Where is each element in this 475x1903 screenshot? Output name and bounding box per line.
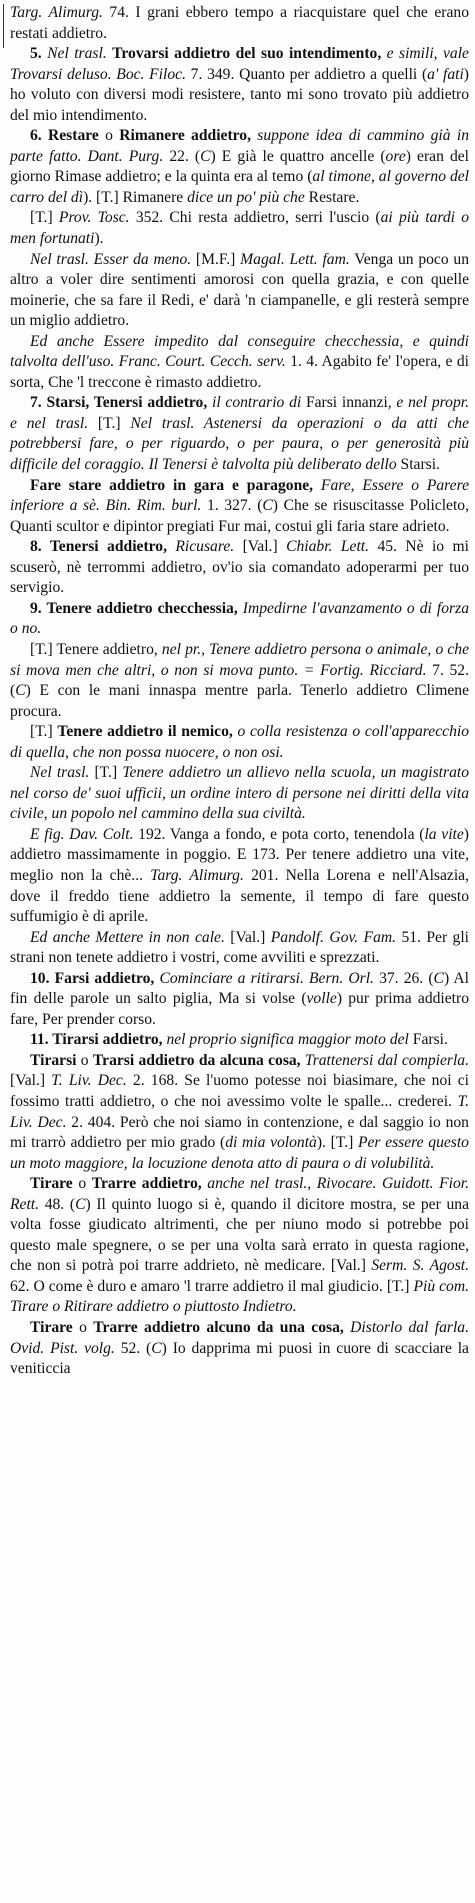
italic-text: il contrario di xyxy=(207,394,302,412)
bold-headword: 10. Farsi addietro, xyxy=(30,969,155,987)
bold-headword: Tirarsi xyxy=(30,1051,77,1069)
italic-text: C xyxy=(262,497,273,515)
italic-text: suppone idea di cammino già in parte fatto. Dant. Purg. xyxy=(10,127,469,165)
text-run: [T.] xyxy=(88,414,131,432)
text-run: Starsi. xyxy=(396,456,440,474)
italic-text: Fare, Essere o Parere inferiore a sè. Bin. Rim. burl. xyxy=(10,476,469,515)
text-run: ). [T.] xyxy=(316,1134,358,1152)
entry-tenere-persona xyxy=(10,640,469,722)
entry-sense-11 xyxy=(10,1030,469,1051)
italic-text: Tenere addietro un allievo nella scuola, un magistrato nel corso de' suoi ufficii, un ordine intero di persone nei diritti della vita civile, un popolo nel cammino della sua civiltà. xyxy=(10,764,469,823)
italic-text: Pandolf. Gov. Fam. xyxy=(270,928,397,946)
italic-text: E fig. Dav. Colt. xyxy=(30,825,134,843)
entry-sense-9 xyxy=(10,599,469,640)
text-run: 62. O come è duro e amaro 'l trarre addietro il mal giudicio. [T.] xyxy=(10,1277,414,1295)
bold-headword: Trarre addietro alcuno da una cosa, xyxy=(93,1319,344,1336)
italic-text: Serm. S. Agost. xyxy=(371,1257,469,1275)
bold-headword: Trovarsi addietro del suo intendimento, xyxy=(112,45,382,63)
italic-text: Nel trasl. Astenersi da operazioni o da atti che potrebbersi fare, o per riguardo, o per paura, o per generosità più difficile del coraggio. Il Tenersi è talvolta più deliberato dello xyxy=(10,414,469,474)
text-run: 22. ( xyxy=(163,147,201,165)
text-run: 48. ( xyxy=(39,1195,76,1213)
text-run: 52. ( xyxy=(114,1339,152,1357)
entry-sense-5 xyxy=(10,44,469,126)
entry-esser-da-meno xyxy=(10,250,469,332)
text-run: 201. Nella Lorena e nell'Alsazia, dove il freddo tiene addietro la semente, il tempo di fare questo suffumigio è di aprile. xyxy=(10,866,469,926)
entry-sense-7 xyxy=(10,393,469,475)
bold-headword: Trarsi addietro da alcuna cosa, xyxy=(92,1051,301,1069)
text-run: 192. Vanga a fondo, e pota corto, tenendola ( xyxy=(133,825,425,843)
text-run: 51. Per gli strani non tenete addietro i vostri, come avviliti e sprezzati. xyxy=(10,928,469,967)
italic-text: anche nel trasl., Rivocare. Guidott. Fior. Rett. xyxy=(10,1175,470,1213)
italic-text: Magal. Lett. fam. xyxy=(240,250,350,268)
entry-sense-6 xyxy=(10,126,469,208)
italic-text: Ed anche Essere impedito dal conseguire checchessia, e quindi talvolta dell'uso. Franc. Court. Cecch. serv. xyxy=(10,332,469,371)
italic-text: Impedirne l'avanzamento o di forza o no. xyxy=(10,599,469,638)
text-run: o xyxy=(72,1175,92,1193)
text-run: ) addietro massimamente in poggio. E 173. Per tenere addietro una vite, meglio non la chè... xyxy=(10,825,469,884)
italic-text: e simili, vale Trovarsi deluso. Boc. Filoc. xyxy=(10,45,469,83)
italic-text: Nel trasl. Esser da meno. xyxy=(30,250,192,268)
bold-headword: 5. xyxy=(30,45,42,63)
text-run: 2. 168. Se l'uomo potesse noi biasimare, che noi ci fossimo tratti addietro, o che noi avessimo volte le spalle... crederei. xyxy=(10,1072,470,1110)
italic-text: Per essere questo un moto maggiore, la locuzione denota atto di paura o di volubilità. xyxy=(10,1134,469,1172)
text-run: 352. Chi resta addietro, serri l'uscio ( xyxy=(129,209,381,227)
text-run: o xyxy=(98,127,120,145)
entry-tenere-nemico xyxy=(10,722,469,763)
bold-headword: 6. Restare xyxy=(30,127,99,145)
text-run: ). xyxy=(94,230,104,248)
text-run: 7. 52. ( xyxy=(10,661,469,700)
italic-text: C xyxy=(433,969,444,987)
entry-sense-8 xyxy=(10,537,469,599)
italic-text: C xyxy=(200,147,211,165)
entry-targ-cont xyxy=(10,3,469,44)
entry-sense-10 xyxy=(10,969,469,1031)
italic-text: al timone, al governo del carro del dì xyxy=(10,168,470,206)
entry-tirare-distorlo xyxy=(10,1318,469,1380)
italic-text: Chiabr. Lett. xyxy=(286,538,370,556)
text-run: 2. 404. Però che noi siamo in contenzione, e dal saggio io non mi trarrò addietro per mio grado ( xyxy=(10,1113,469,1152)
italic-text: , e nel propr. e nel trasl. xyxy=(10,394,469,432)
italic-text: Targ. Alimurg. xyxy=(150,866,244,884)
bold-headword: Tirare xyxy=(30,1319,73,1336)
italic-text: Targ. Alimurg. xyxy=(10,4,103,21)
text-run: 1. 4. Agabito fe' l'opera, e di sorta, Che 'l treccone è rimasto addietro. xyxy=(10,353,469,391)
text-run: ) pur prima addietro fare, Per prender corso. xyxy=(10,990,469,1028)
text-run: [T.] xyxy=(30,723,58,741)
text-run: ) Al fin delle parole un salto piglia, Ma si volse ( xyxy=(10,969,470,1008)
bold-headword: Fare stare addietro in gara e paragone, xyxy=(30,476,314,494)
italic-text: C xyxy=(15,682,26,700)
italic-text: ai più tardi o men fortunati xyxy=(10,209,470,248)
italic-text: dice un po' più che xyxy=(187,188,305,206)
text-run: Restare. xyxy=(304,188,360,206)
text-run: [T.] Tenere addietro, xyxy=(30,640,162,658)
text-run: o xyxy=(72,1319,94,1336)
entry-tenere-allievo xyxy=(10,763,469,825)
italic-text: Prov. Tosc. xyxy=(58,209,130,227)
text-run: 1. 327. ( xyxy=(201,497,263,515)
italic-text: Più com. Tirare o Ritirare addietro o piuttosto Indietro. xyxy=(10,1277,469,1316)
text-run: [Val.] xyxy=(10,1072,52,1090)
text-run: 7. 349. Quanto per addietro a quelli ( xyxy=(185,65,428,83)
italic-text: C xyxy=(151,1339,162,1357)
text-run: [Val.] xyxy=(224,928,271,946)
bold-headword: 9. Tenere addietro checchessia, xyxy=(30,599,238,617)
italic-text: nel proprio significa maggior moto del xyxy=(162,1031,409,1049)
italic-text: a' fati xyxy=(427,65,464,83)
text-run: ) Il quinto luogo si è, quando il dicitore mostra, se per una volta fosse giudicato altrimenti, che per niuno modo si potrebbe poi questo male spegnere, o se per una volta sarà errato in questa ragione, che non si potrà poi trarre addrieto, nè medicare. [Val.] xyxy=(10,1195,469,1275)
text-run: [T.] xyxy=(89,764,123,782)
italic-text: Ed anche Mettere in non cale. xyxy=(30,928,225,946)
bold-headword: 11. Tirarsi addietro, xyxy=(30,1031,163,1049)
text-run: ). [T.] Rimanere xyxy=(83,188,188,206)
text-run: [Val.] xyxy=(234,538,287,556)
text-run: [T.] xyxy=(30,209,59,227)
text-run: Farsi. xyxy=(408,1031,448,1049)
entry-essere-impedito xyxy=(10,332,469,394)
text-run: 74. I grani ebbero tempo a riacquistare quel che erano restati addietro. xyxy=(10,4,469,42)
text-run: ) Io dapprima mi puosi in cuore di scacciare la veniticcia xyxy=(10,1339,469,1378)
text-run: 37. 26. ( xyxy=(373,969,434,987)
text-run: ) E già le quattro ancelle ( xyxy=(210,147,386,165)
italic-text: Distorlo dal farla. Ovid. Pist. volg. xyxy=(10,1319,470,1357)
text-run: ) eran del giorno Rimase addietro; e la quinta era al temo ( xyxy=(10,147,470,186)
entry-tirare-trarre xyxy=(10,1174,469,1318)
italic-text: o colla resistenza o coll'apparecchio di quella, che non possa nuocere, o non osi. xyxy=(10,723,469,761)
bold-headword: 8. Tenersi addietro, xyxy=(30,538,167,556)
text-run: Venga un poco un altro a voler dire sentimenti amorosi con quella grazia, e con quelle moinerie, che sa fare il Redi, e' darà 'n ciampanelle, e gli resterà sempre un miglio addietro. xyxy=(10,250,469,330)
italic-text: Nel trasl. xyxy=(30,764,90,782)
italic-text: Ricusare. xyxy=(166,538,235,556)
bold-headword: Tenere addietro il nemico, xyxy=(57,723,233,741)
text-run: Farsi innanzi xyxy=(301,394,388,412)
bold-headword: Rimanere addietro, xyxy=(119,127,251,145)
bold-headword: Trarre addietro, xyxy=(91,1175,202,1193)
bold-headword: 7. Starsi, Tenersi addietro, xyxy=(30,394,208,412)
italic-text: Cominciare a ritirarsi. Bern. Orl. xyxy=(154,969,374,987)
text-run: 45. Nè io mi scuserò, nè terrommi addietro, ov'io sia comandato adoperarmi per tuo servigio. xyxy=(10,538,469,597)
italic-text: C xyxy=(75,1195,86,1213)
text-run: ) E con le mani innaspa mentre parla. Tenerlo addietro Climene procura. xyxy=(10,682,469,720)
italic-text: nel pr., Tenere addietro persona o animale, o che si mova men che altri, o non si mova punto. = Fortig. Ricciard. xyxy=(10,640,469,679)
text-run: ) ho voluto con diversi modi resistere, tanto mi sono trovato più addietro del mio intendimento. xyxy=(10,65,469,124)
italic-text: T. Liv. Dec. xyxy=(51,1072,127,1090)
entry-mettere-non-cale xyxy=(10,928,469,969)
italic-text: T. Liv. Dec. xyxy=(10,1092,469,1131)
entry-tirarsi-cosa xyxy=(10,1051,469,1174)
italic-text: Trattenersi dal compierla. xyxy=(300,1051,469,1069)
text-run: o xyxy=(76,1051,93,1069)
italic-text: volle xyxy=(306,990,337,1008)
italic-text: Nel trasl. xyxy=(41,45,113,63)
italic-text: di mia volontà xyxy=(225,1134,317,1152)
italic-text: la vite xyxy=(424,825,464,843)
entry-fig-dav-colt xyxy=(10,825,469,928)
entry-fare-stare xyxy=(10,476,469,538)
bold-headword: Tirare xyxy=(30,1175,73,1193)
italic-text: ore xyxy=(385,147,406,165)
text-run: ) Che se risuscitasse Policleto, Quanti scultor e dipintor pregiati Fur mai, costui gli faria stare adrieto. xyxy=(10,497,469,535)
entry-prov-tosc xyxy=(10,208,469,249)
text-run: [M.F.] xyxy=(191,250,241,268)
